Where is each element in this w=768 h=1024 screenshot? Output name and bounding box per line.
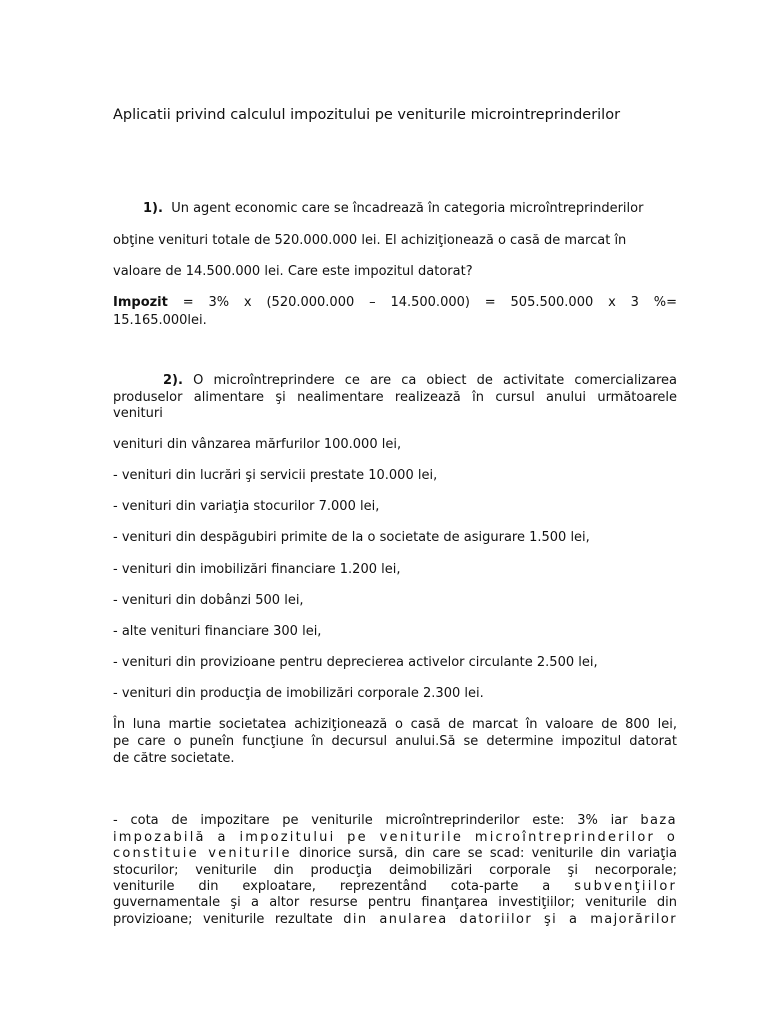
problem2-intro-text1: O microîntreprindere ce are ca obiect de activitate comercializarea (193, 373, 678, 388)
solution-text7b: din anularea datoriilor şi a majorărilor (343, 912, 677, 927)
list-item: - venituri din imobilizări financiare 1.200 lei, (113, 562, 401, 577)
problem1-line3: valoare de 14.500.000 lei. Care este impozitul datorat? (113, 264, 473, 279)
solution-text5a: veniturile din exploatare, reprezentând cota-parte a (113, 879, 551, 894)
document-title: Aplicatii privind calculul impozitului pe veniturile microintreprinderilor (113, 107, 621, 123)
solution-line5 (113, 879, 677, 895)
list-item: - venituri din dobânzi 500 lei, (113, 593, 304, 608)
problem1-formula (113, 295, 677, 311)
solution-text1a: - cota de impozitare pe veniturile microîntreprinderilor este: 3% iar (113, 813, 628, 828)
solution-text3b: dinorice sursă, din care se scad: veniturile din variaţia (298, 846, 677, 861)
solution-text3a: constituie veniturile (113, 846, 292, 861)
solution-line6: guvernamentale şi a altor resurse pentru finanţarea investiţiilor; veniturile din (113, 895, 677, 910)
list-item: - venituri din provizioane pentru deprecierea activelor circulante 2.500 lei, (113, 655, 598, 670)
formula-label: Impozit (113, 295, 168, 310)
problem1-text1: Un agent economic care se încadrează în categoria microîntreprinderilor (171, 201, 644, 216)
list-item: - venituri din lucrări şi servicii prestate 10.000 lei, (113, 468, 438, 483)
solution-line2: impozabilă a impozitului pe veniturile microîntreprinderilor o (113, 830, 677, 845)
problem2-number: 2). (163, 373, 183, 388)
formula-expression: = 3% x (520.000.000 – 14.500.000) = 505.500.000 x 3 %= (182, 295, 677, 310)
solution-line3 (113, 846, 677, 862)
solution-line7 (113, 912, 677, 928)
problem1-line2: obţine venituri totale de 520.000.000 lei. El achiziţionează o casă de marcat în (113, 233, 627, 248)
problem1-result: 15.165.000lei. (113, 313, 207, 328)
list-item: - venituri din despăgubiri primite de la o societate de asigurare 1.500 lei, (113, 530, 590, 545)
list-item: - venituri din producţia de imobilizări corporale 2.300 lei. (113, 686, 484, 701)
list-item: venituri din vânzarea mărfurilor 100.000 lei, (113, 437, 402, 452)
problem2-closing-line3: de către societate. (113, 751, 235, 766)
problem1-number: 1). (143, 201, 163, 216)
problem2-intro-line2: produselor alimentare şi nealimentare realizează în cursul anului următoarele (113, 390, 677, 405)
solution-line4: stocurilor; veniturile din producţia deimobilizări corporale şi necorporale; (113, 863, 677, 878)
solution-text5b: subvenţiilor (574, 879, 678, 894)
list-item: - venituri din variaţia stocurilor 7.000 lei, (113, 499, 380, 514)
solution-text1b: baza (640, 813, 677, 828)
problem2-closing-line2: pe care o puneîn funcţiune în decursul anului.Să se determine impozitul datorat (113, 734, 677, 749)
problem2-intro-line3: venituri (113, 406, 163, 421)
problem1-line1 (143, 201, 643, 217)
solution-line1 (113, 813, 677, 829)
solution-text7a: provizioane; veniturile rezultate (113, 912, 333, 927)
problem2-intro-line1 (113, 373, 677, 389)
problem2-closing-line1: În luna martie societatea achiziţionează o casă de marcat în valoare de 800 lei, (113, 717, 677, 732)
list-item: - alte venituri financiare 300 lei, (113, 624, 322, 639)
